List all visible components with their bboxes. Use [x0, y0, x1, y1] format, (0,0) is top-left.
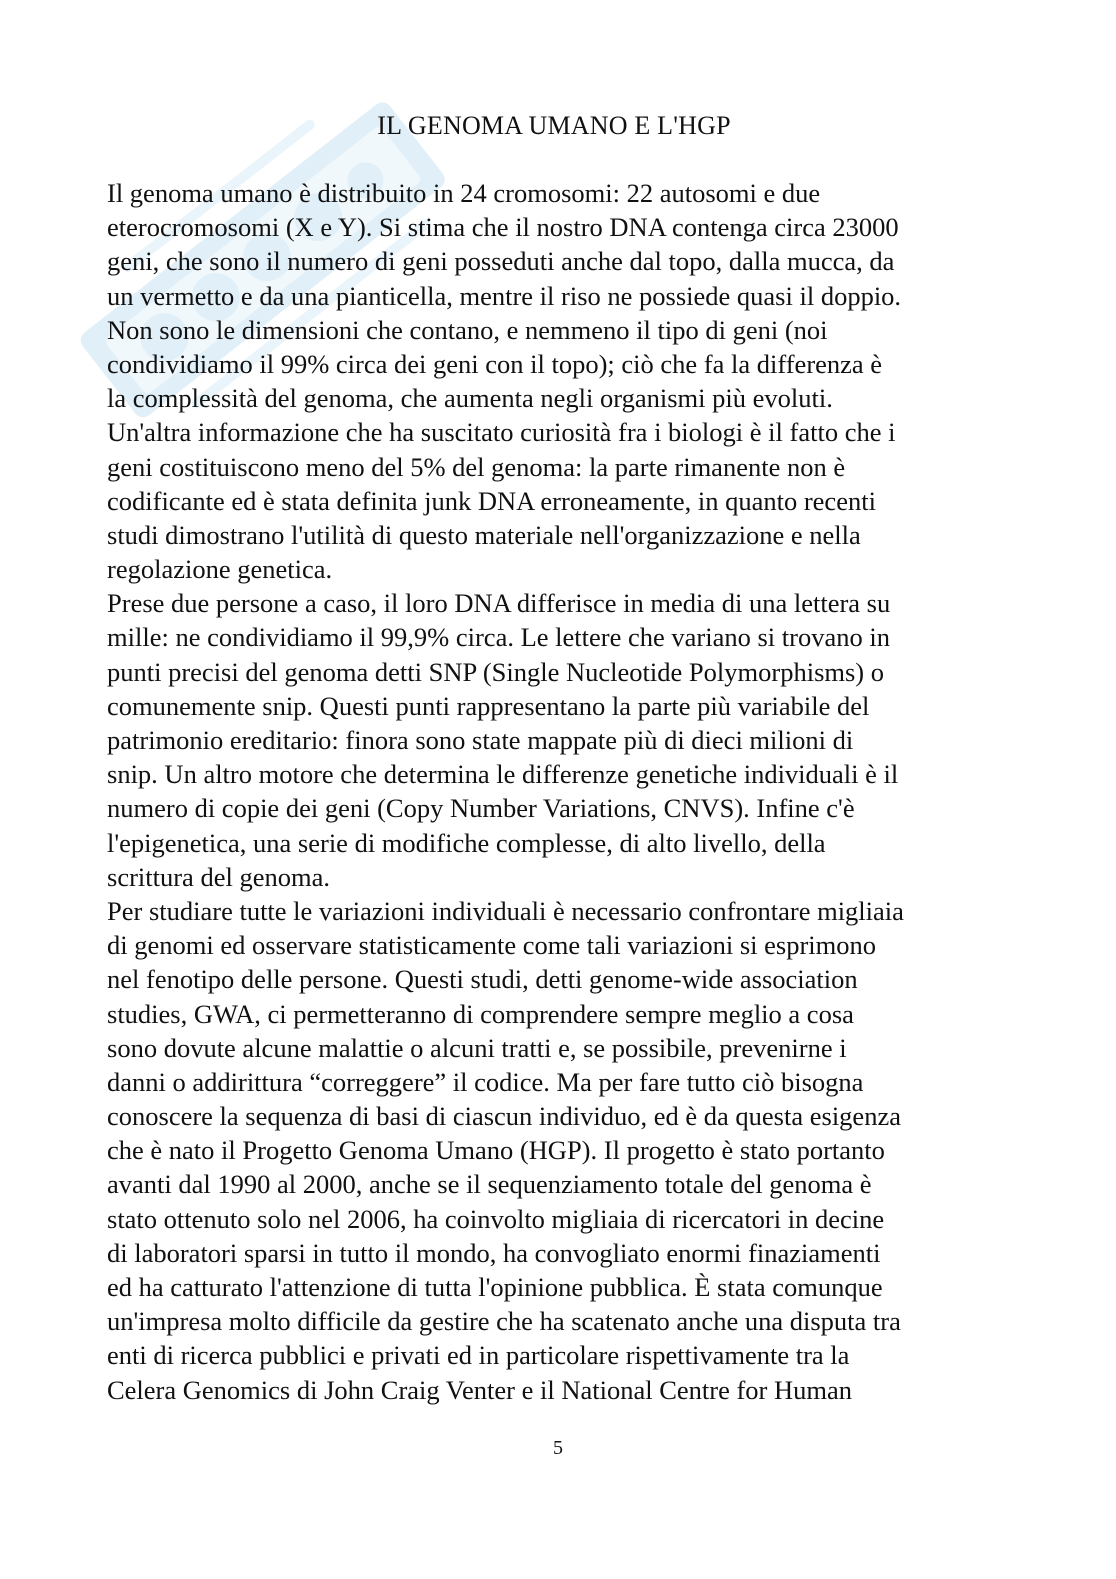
text-line: geni, che sono il numero di geni posseduti anche dal topo, dalla mucca, da — [107, 246, 895, 277]
text-line: Prese due persone a caso, il loro DNA differisce in media di una lettera su — [107, 588, 891, 619]
text-line: enti di ricerca pubblici e privati ed in particolare rispettivamente tra la — [107, 1340, 850, 1371]
text-line: che è nato il Progetto Genoma Umano (HGP). Il progetto è stato portanto — [107, 1135, 885, 1166]
text-line: eterocromosomi (X e Y). Si stima che il nostro DNA contenga circa 23000 — [107, 212, 899, 243]
page-number: 5 — [553, 1437, 563, 1459]
text-line: mille: ne condividiamo il 99,9% circa. Le lettere che variano si trovano in — [107, 622, 890, 653]
page-title-text: IL GENOMA UMANO E L'HGP — [377, 111, 731, 140]
text-line: Non sono le dimensioni che contano, e nemmeno il tipo di geni (noi — [107, 314, 828, 345]
text-line: sono dovute alcune malattie o alcuni tratti e, se possibile, prevenirne i — [107, 1032, 847, 1063]
text-line: la complessità del genoma, che aumenta negli organismi più evoluti. — [107, 383, 833, 414]
text-line: studi dimostrano l'utilità di questo materiale nell'organizzazione e nella — [107, 519, 861, 550]
text-line: scrittura del genoma. — [107, 861, 330, 892]
text-line: nel fenotipo delle persone. Questi studi, detti genome-wide association — [107, 964, 858, 995]
text-line: di laboratori sparsi in tutto il mondo, ha convogliato enormi finaziamenti — [107, 1237, 881, 1268]
text-line: un'impresa molto difficile da gestire che ha scatenato anche una disputa tra — [107, 1306, 901, 1337]
body-text — [107, 176, 1007, 1407]
text-line: regolazione genetica. — [107, 554, 333, 585]
text-line: patrimonio ereditario: finora sono state mappate più di dieci milioni di — [107, 725, 854, 755]
text-line: Un'altra informazione che ha suscitato curiosità fra i biologi è il fatto che i — [107, 417, 896, 448]
text-line: numero di copie dei geni (Copy Number Variations, CNVS). Infine c'è — [107, 793, 855, 824]
text-line: codificante ed è stata definita junk DNA erroneamente, in quanto recenti — [107, 485, 876, 516]
text-line: comunemente snip. Questi punti rappresentano la parte più variabile del — [107, 690, 870, 721]
text-line: danni o addirittura “correggere” il codice. Ma per fare tutto ciò bisogna — [107, 1066, 864, 1097]
text-line: geni costituiscono meno del 5% del genoma: la parte rimanente non è — [107, 451, 846, 482]
text-line: snip. Un altro motore che determina le differenze genetiche individuali è il — [107, 759, 899, 790]
text-line: ed ha catturato l'attenzione di tutta l'opinione pubblica. È stata comunque — [107, 1272, 883, 1302]
text-line: condividiamo il 99% circa dei geni con il topo); ciò che fa la differenza è — [107, 348, 883, 379]
text-line: stato ottenuto solo nel 2006, ha coinvolto migliaia di ricercatori in decine — [107, 1203, 885, 1234]
text-line: di genomi ed osservare statisticamente come tali variazioni si esprimono — [107, 930, 877, 961]
text-line: Per studiare tutte le variazioni individuali è necessario confrontare migliaia — [107, 895, 904, 926]
text-line: l'epigenetica, una serie di modifiche complesse, di alto livello, della — [107, 827, 826, 858]
text-line: studies, GWA, ci permetteranno di comprendere sempre meglio a cosa — [107, 998, 854, 1029]
text-line: punti precisi del genoma detti SNP (Single Nucleotide Polymorphisms) o — [107, 656, 885, 687]
text-line: un vermetto e da una pianticella, mentre il riso ne possiede quasi il doppio. — [107, 280, 902, 311]
text-line: Il genoma umano è distribuito in 24 cromosomi: 22 autosomi e due — [107, 178, 821, 208]
text-line: conoscere la sequenza di basi di ciascun individuo, ed è da questa esigenza — [107, 1101, 901, 1132]
page-title — [0, 111, 1116, 141]
text-line: Celera Genomics di John Craig Venter e il National Centre for Human — [107, 1374, 852, 1405]
text-line: avanti dal 1990 al 2000, anche se il sequenziamento totale del genoma è — [107, 1169, 872, 1200]
